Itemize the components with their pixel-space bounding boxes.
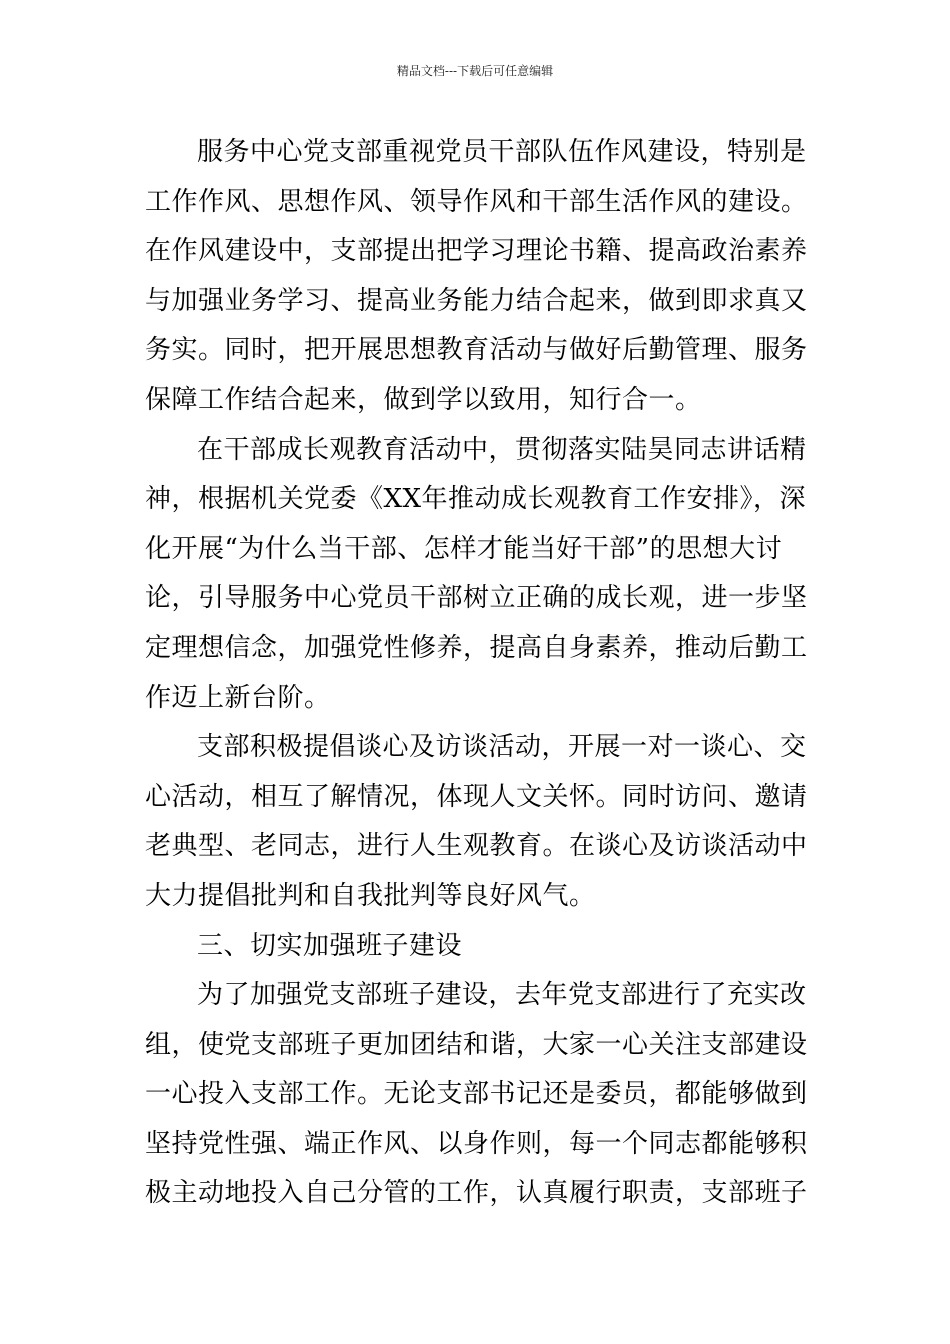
paragraph-2 [145, 426, 815, 724]
text-line: 与加强业务学习、提高业务能力结合起来，做到即求真又 [145, 285, 808, 316]
text-line: 心活动，相互了解情况，体现人文关怀。同时访问、邀请 [145, 781, 808, 812]
page-header: 精品文档---下载后可任意编辑 [396, 64, 554, 78]
text-line: 坚持党性强、端正作风、以身作则，每一个同志都能够积 [145, 1128, 808, 1159]
paragraph-3 [145, 723, 815, 921]
text-line: 大力提倡批判和自我批判等良好风气。 [145, 880, 596, 911]
text-line: 作迈上新台阶。 [145, 682, 331, 713]
section-heading [145, 922, 815, 972]
section-heading-text: 三、切实加强班子建设 [197, 930, 463, 961]
text-line: 极主动地投入自己分管的工作，认真履行职责，支部班子 [145, 1178, 808, 1209]
text-line: 在作风建设中，支部提出把学习理论书籍、提高政治素养 [145, 236, 808, 267]
text-line: 组，使党支部班子更加团结和谐，大家一心关注支部建设 [145, 1029, 808, 1060]
paragraph-1 [145, 128, 815, 426]
text-line: 论，引导服务中心党员干部树立正确的成长观，进一步坚 [145, 583, 808, 614]
text-line: 定理想信念，加强党性修养，提高自身素养，推动后勤工 [145, 632, 808, 663]
text-line: 工作作风、思想作风、领导作风和干部生活作风的建设。 [145, 186, 808, 217]
text-line: 务实。同时，把开展思想教育活动与做好后勤管理、服务 [145, 335, 808, 366]
text-line: 神，根据机关党委《XX年推动成长观教育工作安排》，深 [145, 484, 807, 515]
text-line: 服务中心党支部重视党员干部队伍作风建设，特别是 [197, 137, 807, 167]
paragraph-4 [145, 971, 815, 1219]
text-line: 在干部成长观教育活动中，贯彻落实陆昊同志讲话精 [197, 434, 807, 465]
text-line: 老典型、老同志，进行人生观教育。在谈心及访谈活动中 [145, 831, 808, 862]
text-line: 为了加强党支部班子建设，去年党支部进行了充实改 [197, 980, 807, 1011]
text-line: 支部积极提倡谈心及访谈活动，开展一对一谈心、交 [197, 732, 807, 763]
text-line: 一心投入支部工作。无论支部书记还是委员，都能够做到 [145, 1079, 808, 1110]
document-body [145, 128, 815, 1219]
text-line: 化开展“为什么当干部、怎样才能当好干部”的思想大讨 [145, 533, 783, 564]
text-line: 保障工作结合起来，做到学以致用，知行合一。 [145, 384, 702, 415]
